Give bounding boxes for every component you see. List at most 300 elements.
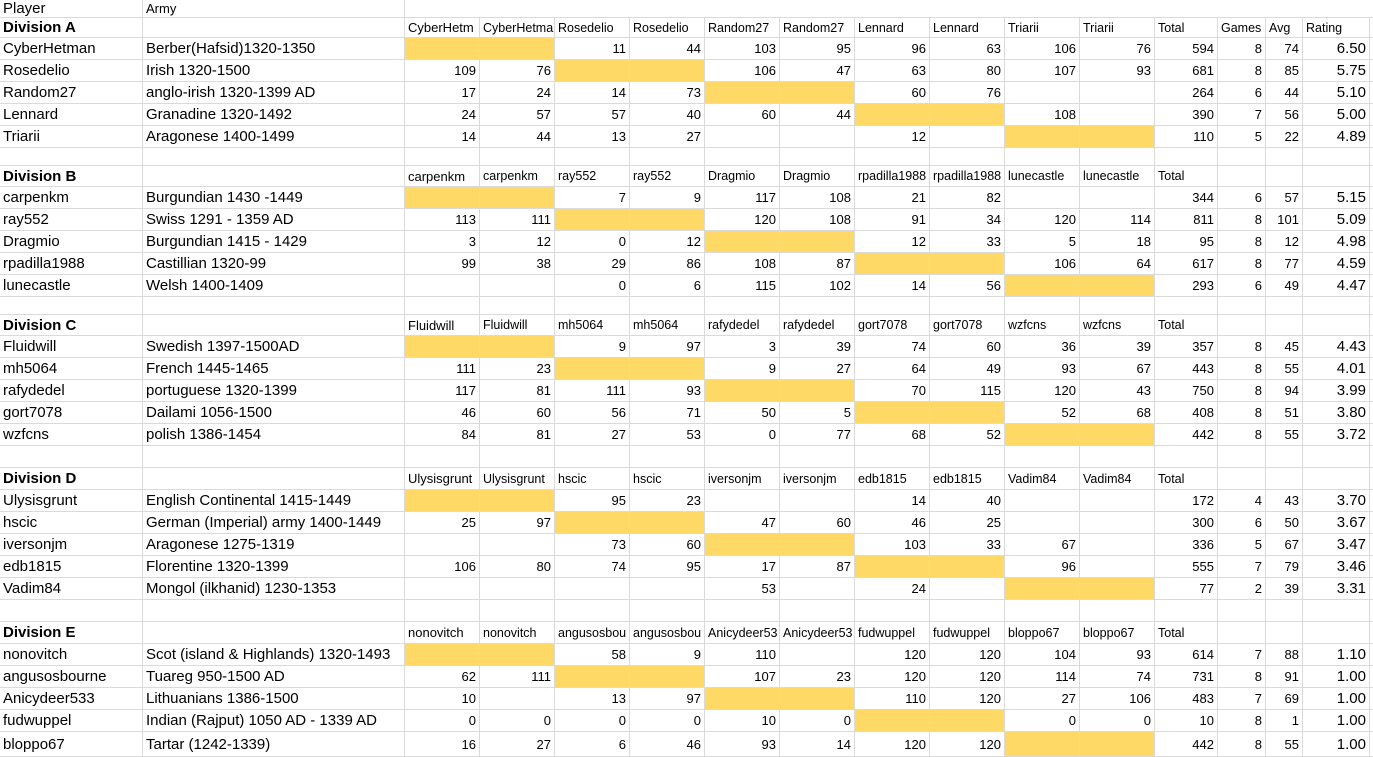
score-cell[interactable]: 5 [780, 402, 855, 423]
score-cell[interactable]: 27 [555, 424, 630, 445]
score-cell[interactable] [555, 578, 630, 599]
score-cell[interactable]: 14 [405, 126, 480, 147]
score-cell[interactable] [1080, 534, 1155, 555]
empty-cell[interactable] [1080, 446, 1155, 467]
player-name-cell[interactable]: mh5064 [0, 358, 143, 379]
self-match-cell[interactable] [630, 209, 705, 230]
self-match-cell[interactable] [1080, 126, 1155, 147]
empty-cell[interactable] [1303, 315, 1370, 335]
self-match-cell[interactable] [930, 710, 1005, 731]
total-cell[interactable]: 731 [1155, 666, 1218, 687]
avg-cell[interactable]: 55 [1266, 358, 1303, 379]
score-cell[interactable]: 9 [705, 358, 780, 379]
score-cell[interactable] [780, 644, 855, 665]
score-cell[interactable]: 107 [705, 666, 780, 687]
empty-cell[interactable] [1155, 446, 1218, 467]
self-match-cell[interactable] [855, 402, 930, 423]
empty-cell[interactable] [555, 446, 630, 467]
player-name-cell[interactable]: nonovitch [0, 644, 143, 665]
score-cell[interactable]: 46 [630, 732, 705, 756]
score-cell[interactable]: 3 [405, 231, 480, 252]
score-cell[interactable]: 49 [930, 358, 1005, 379]
avg-cell[interactable]: 85 [1266, 60, 1303, 81]
self-match-cell[interactable] [480, 38, 555, 59]
empty-cell[interactable] [855, 148, 930, 165]
self-match-cell[interactable] [405, 490, 480, 511]
army-cell[interactable]: portuguese 1320-1399 [143, 380, 405, 401]
score-cell[interactable]: 58 [555, 644, 630, 665]
games-cell[interactable]: 7 [1218, 688, 1266, 709]
avg-cell[interactable]: 67 [1266, 534, 1303, 555]
column-header[interactable]: bloppo67 [1080, 622, 1155, 643]
column-header[interactable]: angusosbou [630, 622, 705, 643]
army-cell[interactable]: Florentine 1320-1399 [143, 556, 405, 577]
rating-cell[interactable]: 3.47 [1303, 534, 1370, 555]
column-header[interactable]: Ulysisgrunt [405, 468, 480, 489]
score-cell[interactable] [780, 578, 855, 599]
games-cell[interactable]: 7 [1218, 556, 1266, 577]
self-match-cell[interactable] [555, 209, 630, 230]
empty-cell[interactable] [1303, 622, 1370, 643]
avg-cell[interactable]: 57 [1266, 187, 1303, 208]
score-cell[interactable] [705, 126, 780, 147]
score-cell[interactable]: 57 [555, 104, 630, 125]
score-cell[interactable]: 120 [855, 732, 930, 756]
score-cell[interactable]: 62 [405, 666, 480, 687]
empty-cell[interactable] [855, 297, 930, 314]
score-cell[interactable]: 11 [555, 38, 630, 59]
score-cell[interactable]: 64 [855, 358, 930, 379]
player-name-cell[interactable]: rafydedel [0, 380, 143, 401]
division-title[interactable]: Division A [0, 18, 143, 37]
self-match-cell[interactable] [555, 60, 630, 81]
score-cell[interactable]: 76 [1080, 38, 1155, 59]
rating-cell[interactable]: 5.10 [1303, 82, 1370, 103]
column-header[interactable]: fudwuppel [930, 622, 1005, 643]
score-cell[interactable] [480, 275, 555, 296]
score-cell[interactable]: 74 [1080, 666, 1155, 687]
player-name-cell[interactable]: Anicydeer533 [0, 688, 143, 709]
score-cell[interactable]: 109 [405, 60, 480, 81]
score-cell[interactable]: 16 [405, 732, 480, 756]
score-cell[interactable]: 114 [1005, 666, 1080, 687]
player-name-cell[interactable]: lunecastle [0, 275, 143, 296]
score-cell[interactable]: 110 [705, 644, 780, 665]
empty-cell[interactable] [930, 148, 1005, 165]
self-match-cell[interactable] [930, 556, 1005, 577]
column-header[interactable]: wzfcns [1005, 315, 1080, 335]
score-cell[interactable]: 40 [630, 104, 705, 125]
empty-cell[interactable] [405, 297, 480, 314]
avg-cell[interactable]: 79 [1266, 556, 1303, 577]
empty-cell[interactable] [1303, 297, 1370, 314]
total-cell[interactable]: 300 [1155, 512, 1218, 533]
column-header[interactable]: Lennard [930, 18, 1005, 37]
column-header[interactable]: Triarii [1005, 18, 1080, 37]
score-cell[interactable]: 27 [480, 732, 555, 756]
army-cell[interactable]: Aragonese 1400-1499 [143, 126, 405, 147]
score-cell[interactable] [780, 490, 855, 511]
empty-cell[interactable] [1080, 600, 1155, 621]
score-cell[interactable]: 95 [630, 556, 705, 577]
total-cell[interactable]: 264 [1155, 82, 1218, 103]
total-cell[interactable]: 442 [1155, 424, 1218, 445]
player-name-cell[interactable]: Ulysisgrunt [0, 490, 143, 511]
rating-cell[interactable]: 4.01 [1303, 358, 1370, 379]
score-cell[interactable] [1005, 82, 1080, 103]
score-cell[interactable]: 74 [555, 556, 630, 577]
total-cell[interactable]: 172 [1155, 490, 1218, 511]
column-header[interactable]: carpenkm [480, 166, 555, 186]
avg-cell[interactable]: 12 [1266, 231, 1303, 252]
column-header[interactable]: Vadim84 [1080, 468, 1155, 489]
score-cell[interactable]: 34 [930, 209, 1005, 230]
empty-cell[interactable] [1005, 148, 1080, 165]
score-cell[interactable]: 99 [405, 253, 480, 274]
empty-cell[interactable] [1218, 315, 1266, 335]
army-cell[interactable]: Indian (Rajput) 1050 AD - 1339 AD [143, 710, 405, 731]
self-match-cell[interactable] [480, 644, 555, 665]
player-name-cell[interactable]: Vadim84 [0, 578, 143, 599]
score-cell[interactable]: 120 [930, 732, 1005, 756]
rating-cell[interactable]: 5.75 [1303, 60, 1370, 81]
empty-cell[interactable] [855, 446, 930, 467]
rating-cell[interactable]: 3.46 [1303, 556, 1370, 577]
score-cell[interactable]: 95 [555, 490, 630, 511]
score-cell[interactable]: 38 [480, 253, 555, 274]
score-cell[interactable]: 60 [630, 534, 705, 555]
empty-cell[interactable] [143, 446, 405, 467]
score-cell[interactable]: 23 [780, 666, 855, 687]
empty-cell[interactable] [1266, 468, 1303, 489]
column-header[interactable]: CyberHetm [405, 18, 480, 37]
score-cell[interactable]: 108 [780, 187, 855, 208]
score-cell[interactable]: 117 [705, 187, 780, 208]
score-cell[interactable]: 47 [705, 512, 780, 533]
avg-cell[interactable]: 50 [1266, 512, 1303, 533]
column-header[interactable]: Total [1155, 468, 1218, 489]
column-header[interactable]: Fluidwill [405, 315, 480, 335]
score-cell[interactable]: 17 [405, 82, 480, 103]
empty-cell[interactable] [930, 446, 1005, 467]
column-header[interactable]: Dragmio [780, 166, 855, 186]
empty-cell[interactable] [1005, 297, 1080, 314]
self-match-cell[interactable] [705, 82, 780, 103]
score-cell[interactable]: 60 [780, 512, 855, 533]
games-cell[interactable]: 2 [1218, 578, 1266, 599]
empty-cell[interactable] [480, 446, 555, 467]
self-match-cell[interactable] [705, 688, 780, 709]
score-cell[interactable]: 60 [705, 104, 780, 125]
games-cell[interactable]: 4 [1218, 490, 1266, 511]
score-cell[interactable]: 108 [705, 253, 780, 274]
total-cell[interactable]: 442 [1155, 732, 1218, 756]
score-cell[interactable]: 17 [705, 556, 780, 577]
score-cell[interactable]: 25 [930, 512, 1005, 533]
empty-cell[interactable] [780, 446, 855, 467]
score-cell[interactable]: 9 [630, 187, 705, 208]
avg-cell[interactable]: 55 [1266, 424, 1303, 445]
empty-cell[interactable] [555, 600, 630, 621]
score-cell[interactable]: 10 [705, 710, 780, 731]
score-cell[interactable] [1005, 490, 1080, 511]
score-cell[interactable]: 111 [480, 209, 555, 230]
column-header[interactable]: rafydedel [780, 315, 855, 335]
score-cell[interactable]: 95 [780, 38, 855, 59]
column-header[interactable]: mh5064 [630, 315, 705, 335]
games-cell[interactable]: 8 [1218, 732, 1266, 756]
score-cell[interactable]: 91 [855, 209, 930, 230]
column-header[interactable]: bloppo67 [1005, 622, 1080, 643]
score-cell[interactable]: 24 [480, 82, 555, 103]
score-cell[interactable]: 25 [405, 512, 480, 533]
army-header-cell[interactable] [143, 315, 405, 335]
score-cell[interactable]: 77 [780, 424, 855, 445]
score-cell[interactable]: 76 [930, 82, 1005, 103]
empty-cell[interactable] [1266, 166, 1303, 186]
rating-cell[interactable]: 4.47 [1303, 275, 1370, 296]
games-cell[interactable]: 6 [1218, 512, 1266, 533]
avg-cell[interactable]: 94 [1266, 380, 1303, 401]
army-cell[interactable]: Burgundian 1430 -1449 [143, 187, 405, 208]
self-match-cell[interactable] [705, 534, 780, 555]
games-cell[interactable]: 8 [1218, 710, 1266, 731]
avg-cell[interactable]: 91 [1266, 666, 1303, 687]
score-cell[interactable]: 103 [855, 534, 930, 555]
total-cell[interactable]: 811 [1155, 209, 1218, 230]
column-header[interactable]: Rating [1303, 18, 1370, 37]
player-name-cell[interactable]: iversonjm [0, 534, 143, 555]
player-name-cell[interactable]: angusosbourne [0, 666, 143, 687]
score-cell[interactable]: 56 [555, 402, 630, 423]
score-cell[interactable] [405, 534, 480, 555]
player-name-cell[interactable]: carpenkm [0, 187, 143, 208]
score-cell[interactable]: 13 [555, 688, 630, 709]
self-match-cell[interactable] [780, 688, 855, 709]
column-header[interactable]: CyberHetma [480, 18, 555, 37]
player-name-cell[interactable]: CyberHetman [0, 38, 143, 59]
score-cell[interactable]: 18 [1080, 231, 1155, 252]
rating-cell[interactable]: 3.70 [1303, 490, 1370, 511]
column-header[interactable]: Lennard [855, 18, 930, 37]
avg-cell[interactable]: 101 [1266, 209, 1303, 230]
avg-cell[interactable]: 49 [1266, 275, 1303, 296]
column-header[interactable]: ray552 [555, 166, 630, 186]
score-cell[interactable] [1080, 490, 1155, 511]
army-cell[interactable]: Castillian 1320-99 [143, 253, 405, 274]
army-cell[interactable]: Welsh 1400-1409 [143, 275, 405, 296]
score-cell[interactable]: 44 [480, 126, 555, 147]
score-cell[interactable]: 114 [1080, 209, 1155, 230]
player-name-cell[interactable]: Rosedelio [0, 60, 143, 81]
column-header[interactable]: iversonjm [780, 468, 855, 489]
score-cell[interactable]: 81 [480, 380, 555, 401]
column-header[interactable]: nonovitch [405, 622, 480, 643]
rating-cell[interactable]: 3.80 [1303, 402, 1370, 423]
score-cell[interactable]: 12 [855, 126, 930, 147]
score-cell[interactable]: 87 [780, 253, 855, 274]
score-cell[interactable]: 111 [405, 358, 480, 379]
rating-cell[interactable]: 1.00 [1303, 688, 1370, 709]
score-cell[interactable]: 36 [1005, 336, 1080, 357]
army-header-cell[interactable] [143, 622, 405, 643]
empty-cell[interactable] [480, 600, 555, 621]
self-match-cell[interactable] [855, 556, 930, 577]
self-match-cell[interactable] [1005, 732, 1080, 756]
rating-cell[interactable]: 5.09 [1303, 209, 1370, 230]
division-title[interactable]: Division D [0, 468, 143, 489]
army-cell[interactable]: polish 1386-1454 [143, 424, 405, 445]
score-cell[interactable] [1080, 512, 1155, 533]
rating-cell[interactable]: 3.67 [1303, 512, 1370, 533]
column-header[interactable]: Avg [1266, 18, 1303, 37]
score-cell[interactable] [630, 578, 705, 599]
score-cell[interactable]: 33 [930, 231, 1005, 252]
games-cell[interactable]: 8 [1218, 60, 1266, 81]
total-cell[interactable]: 555 [1155, 556, 1218, 577]
column-header[interactable]: mh5064 [555, 315, 630, 335]
total-cell[interactable]: 357 [1155, 336, 1218, 357]
games-cell[interactable]: 8 [1218, 253, 1266, 274]
score-cell[interactable]: 50 [705, 402, 780, 423]
self-match-cell[interactable] [780, 82, 855, 103]
score-cell[interactable]: 44 [780, 104, 855, 125]
score-cell[interactable]: 106 [705, 60, 780, 81]
self-match-cell[interactable] [630, 666, 705, 687]
score-cell[interactable]: 6 [555, 732, 630, 756]
score-cell[interactable]: 12 [480, 231, 555, 252]
column-header[interactable]: edb1815 [930, 468, 1005, 489]
empty-cell[interactable] [1303, 446, 1370, 467]
score-cell[interactable]: 24 [855, 578, 930, 599]
score-cell[interactable]: 7 [555, 187, 630, 208]
score-cell[interactable]: 111 [555, 380, 630, 401]
self-match-cell[interactable] [855, 104, 930, 125]
total-cell[interactable]: 483 [1155, 688, 1218, 709]
rating-cell[interactable]: 1.10 [1303, 644, 1370, 665]
games-cell[interactable]: 6 [1218, 275, 1266, 296]
self-match-cell[interactable] [480, 490, 555, 511]
score-cell[interactable]: 120 [930, 644, 1005, 665]
empty-cell[interactable] [1266, 148, 1303, 165]
self-match-cell[interactable] [480, 187, 555, 208]
score-cell[interactable]: 39 [780, 336, 855, 357]
army-header-cell[interactable] [143, 468, 405, 489]
score-cell[interactable]: 67 [1005, 534, 1080, 555]
score-cell[interactable]: 115 [705, 275, 780, 296]
score-cell[interactable]: 102 [780, 275, 855, 296]
games-cell[interactable]: 8 [1218, 666, 1266, 687]
army-header-cell[interactable] [143, 166, 405, 186]
empty-cell[interactable] [1218, 446, 1266, 467]
score-cell[interactable] [1080, 104, 1155, 125]
column-header[interactable]: ray552 [630, 166, 705, 186]
self-match-cell[interactable] [780, 534, 855, 555]
score-cell[interactable]: 107 [1005, 60, 1080, 81]
score-cell[interactable]: 73 [630, 82, 705, 103]
empty-cell[interactable] [1155, 148, 1218, 165]
empty-cell[interactable] [780, 297, 855, 314]
score-cell[interactable]: 60 [480, 402, 555, 423]
self-match-cell[interactable] [705, 231, 780, 252]
rating-cell[interactable]: 4.98 [1303, 231, 1370, 252]
self-match-cell[interactable] [1005, 424, 1080, 445]
rating-cell[interactable]: 3.99 [1303, 380, 1370, 401]
empty-cell[interactable] [0, 446, 143, 467]
avg-cell[interactable]: 45 [1266, 336, 1303, 357]
rating-cell[interactable]: 3.31 [1303, 578, 1370, 599]
column-header[interactable]: wzfcns [1080, 315, 1155, 335]
column-header[interactable]: Random27 [705, 18, 780, 37]
empty-cell[interactable] [1080, 297, 1155, 314]
self-match-cell[interactable] [555, 666, 630, 687]
score-cell[interactable]: 111 [480, 666, 555, 687]
self-match-cell[interactable] [630, 60, 705, 81]
score-cell[interactable] [930, 126, 1005, 147]
empty-cell[interactable] [405, 148, 480, 165]
column-header[interactable]: gort7078 [855, 315, 930, 335]
avg-cell[interactable]: 69 [1266, 688, 1303, 709]
empty-cell[interactable] [1303, 148, 1370, 165]
player-name-cell[interactable]: gort7078 [0, 402, 143, 423]
self-match-cell[interactable] [1005, 578, 1080, 599]
empty-cell[interactable] [1218, 468, 1266, 489]
self-match-cell[interactable] [855, 253, 930, 274]
score-cell[interactable]: 113 [405, 209, 480, 230]
score-cell[interactable]: 71 [630, 402, 705, 423]
score-cell[interactable] [780, 126, 855, 147]
column-header[interactable]: Random27 [780, 18, 855, 37]
self-match-cell[interactable] [555, 512, 630, 533]
score-cell[interactable]: 43 [1080, 380, 1155, 401]
player-name-cell[interactable]: Fluidwill [0, 336, 143, 357]
score-cell[interactable] [405, 275, 480, 296]
column-header[interactable]: Rosedelio [630, 18, 705, 37]
self-match-cell[interactable] [405, 38, 480, 59]
score-cell[interactable]: 9 [630, 644, 705, 665]
header-army-cell[interactable]: Army [143, 0, 405, 17]
score-cell[interactable] [1005, 187, 1080, 208]
avg-cell[interactable]: 77 [1266, 253, 1303, 274]
self-match-cell[interactable] [780, 231, 855, 252]
empty-cell[interactable] [143, 297, 405, 314]
player-name-cell[interactable]: ray552 [0, 209, 143, 230]
division-title[interactable]: Division E [0, 622, 143, 643]
score-cell[interactable]: 76 [480, 60, 555, 81]
self-match-cell[interactable] [930, 402, 1005, 423]
avg-cell[interactable]: 22 [1266, 126, 1303, 147]
empty-cell[interactable] [1218, 622, 1266, 643]
score-cell[interactable]: 10 [405, 688, 480, 709]
score-cell[interactable]: 86 [630, 253, 705, 274]
score-cell[interactable]: 68 [855, 424, 930, 445]
score-cell[interactable]: 103 [705, 38, 780, 59]
army-cell[interactable]: anglo-irish 1320-1399 AD [143, 82, 405, 103]
column-header[interactable]: rpadilla1988 [930, 166, 1005, 186]
column-header[interactable]: Anicydeer53 [780, 622, 855, 643]
score-cell[interactable]: 0 [480, 710, 555, 731]
score-cell[interactable] [1080, 187, 1155, 208]
score-cell[interactable]: 120 [1005, 380, 1080, 401]
rating-cell[interactable]: 1.00 [1303, 710, 1370, 731]
games-cell[interactable]: 7 [1218, 104, 1266, 125]
army-cell[interactable]: Lithuanians 1386-1500 [143, 688, 405, 709]
score-cell[interactable]: 82 [930, 187, 1005, 208]
score-cell[interactable]: 60 [930, 336, 1005, 357]
player-name-cell[interactable]: Lennard [0, 104, 143, 125]
score-cell[interactable] [705, 490, 780, 511]
empty-cell[interactable] [143, 148, 405, 165]
